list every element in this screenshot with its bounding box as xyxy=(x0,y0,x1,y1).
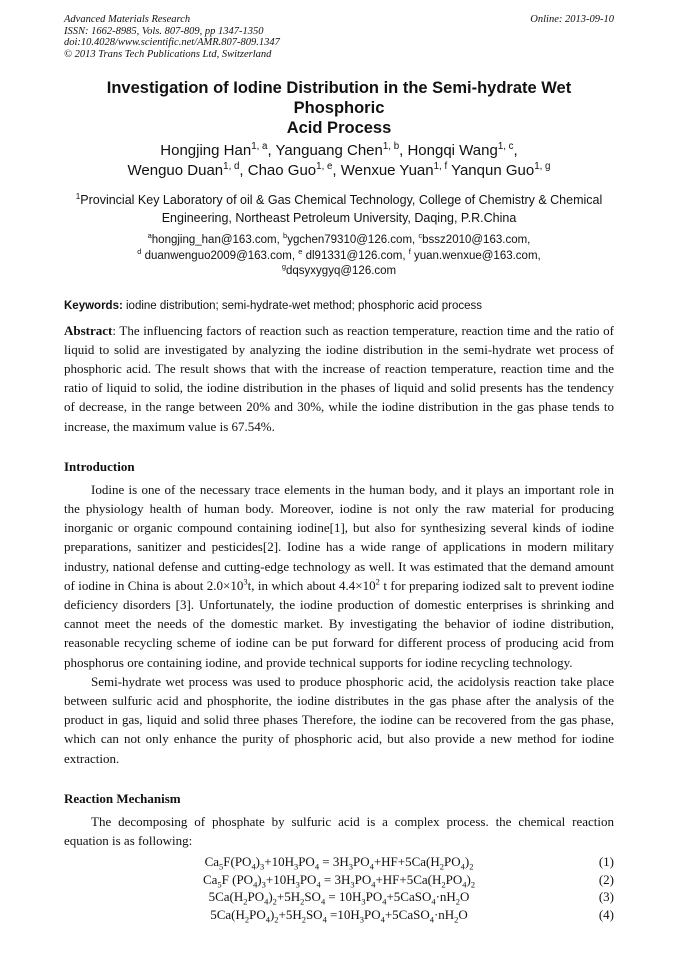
equation xyxy=(64,853,614,871)
journal-header xyxy=(64,14,614,60)
author-mark: 1, f xyxy=(433,161,448,172)
author-name: Yanguang Chen xyxy=(275,142,383,159)
affiliation-mark: 1 xyxy=(75,191,81,201)
keywords xyxy=(64,298,614,314)
email-address: bssz2010@163.com xyxy=(422,234,528,246)
paper-title xyxy=(64,78,614,138)
author-mark: 1, b xyxy=(382,141,400,152)
abstract-label: Abstract xyxy=(64,322,113,338)
author-line: Wenguo Duan$^{1, d}$, Chao Guo$^{1, e}$, Wenxue Yuan$^{1, f}$ Yanqun Guo$^{1, g}$ xyxy=(127,161,551,179)
affiliation xyxy=(64,191,614,227)
section-heading: Introduction xyxy=(64,458,135,474)
equation xyxy=(64,871,614,889)
journal-doi: doi:10.4028/www.scientific.net/AMR.807-809.1347 xyxy=(64,37,280,48)
journal-copyright: © 2013 Trans Tech Publications Ltd, Switzerland xyxy=(64,48,272,60)
author-line: Hongjing Han$^{1, a}$, Yanguang Chen$^{1, b}$, Hongqi Wang$^{1, c}$, xyxy=(160,141,518,159)
email-address: dqsyxygyq@126.com xyxy=(286,265,397,277)
affiliation-line: Engineering, Northeast Petroleum University, Daqing, P.R.China xyxy=(161,211,517,225)
author-name: Hongqi Wang xyxy=(407,142,498,159)
equation-number: (1) xyxy=(598,854,614,870)
author-name: Hongjing Han xyxy=(160,142,252,159)
author-name: Wenguo Duan xyxy=(127,162,224,179)
section-heading: Reaction Mechanism xyxy=(64,790,181,806)
email-address: dl91331@126.com xyxy=(302,249,403,262)
author-name: Chao Guo xyxy=(247,162,317,179)
equation xyxy=(64,888,614,906)
email-address: yuan.wenxue@163.com xyxy=(410,249,538,262)
paper-title-line: Acid Process xyxy=(286,119,392,137)
equation-number: (3) xyxy=(598,889,614,905)
paper-title-line: Investigation of Iodine Distribution in the Semi-hydrate Wet Phosphoric xyxy=(106,79,572,117)
email-mark: c xyxy=(418,231,423,241)
author-list xyxy=(64,141,614,181)
abstract-text: : The influencing factors of reaction such as reaction temperature, reaction time and the ratio of liquid to solid are investigated by analyzing the iodine distribution in the semi-hydrate wet process of phosphoric acid. The result shows that with the increase of reaction temperature, reaction time and the ratio of liquid to solid, the iodine distribution in the phases of liquid and solid presents has the tendency of decrease, in the range between 20% and 30%, while the iodine distribution in the gas phase tends to increase, the maximum value is 67.54%. xyxy=(64,322,614,434)
email-mark: e xyxy=(298,246,303,256)
keywords-text: iodine distribution; semi-hydrate-wet method; phosphoric acid process xyxy=(122,299,483,312)
equation-formula: $Ca_5F(PO_4)_3+10H_3PO_4 = 3H_3PO_4+HF+5Ca(H_2PO_4)_2$ xyxy=(204,854,474,872)
email-address: duanwenguo2009@163.com xyxy=(141,249,292,262)
author-name: Wenxue Yuan xyxy=(340,162,434,179)
email-list: $^a$hongjing_han@163.com, $^b$ygchen79310@126.com, $^c$bssz2010@163.com, $^d$ duanwenguo2009@163.com, $^e$ dl91331@126.com, $^f$ yuan.wenxue@163.com, $^g$dqsyxygyq@126.com xyxy=(137,231,541,277)
email-mark: b xyxy=(283,231,288,241)
paragraph: The decomposing of phosphate by sulfuric acid is a complex process. the chemical reaction equation is as following: xyxy=(64,813,614,848)
equation-formula: $5Ca(H_2PO_4)_2+5H_2SO_4$ = $10H_3PO_4+5CaSO_4\cdot nH_2O$ xyxy=(208,889,470,907)
author-mark: 1, g xyxy=(534,161,551,172)
equation-number: (2) xyxy=(598,871,614,887)
author-mark: 1, e xyxy=(316,161,333,172)
journal-issn: ISSN: 1662-8985, Vols. 807-809, pp 1347-1350 xyxy=(64,25,264,37)
online-date: Online: 2013-09-10 xyxy=(530,14,614,25)
paragraph: Iodine is one of the necessary trace elements in the human body, and it plays an important role in the physiology health of human body. Moreover, iodine is not only the raw material for producing inorganic or organic compound containing iodine[1], but also for synthesizing several kinds of iodine preparations, sanitizer and pesticides[2]. Iodine has a wide range of applications in modern military industry, national defense and cutting-edge technology as well. It was estimated that the demand amount of iodine in China is about $2.0\times 10^3t$, in which about $4.4\times 10^2$ t for preparing iodized salt to prevent iodine deficiency disorders [3]. Unfortunately, the iodine production of domestic enterprises is shrinking and cannot meet the needs of the domestic market. By investigating the behavior of iodine distribution, reasonable recycling scheme of iodine can be put forward for different process of producing acid from phosphorus ore containing iodine, and provide technical supports for iodine recycling technology. xyxy=(64,481,615,670)
author-mark: 1, a xyxy=(251,141,268,152)
abstract xyxy=(64,321,614,436)
paragraph: Semi-hydrate wet process was used to produce phosphoric acid, the acidolysis reaction take place between sulfuric acid and phosphorite, the iodine distributes in the gas phase after the analysis of the product in gas, liquid and solid three phases Therefore, the iodine can be recovered from the gas phase, which can not only enhance the purity of phosphoric acid, but also provide a new method for iodine extraction. xyxy=(64,673,614,766)
email-mark: f xyxy=(408,246,411,256)
equation-formula: $5Ca(H_2PO_4)_2+5H_2SO_4$ $=10H_3PO_4+5CaSO_4\cdot nH_2O$ xyxy=(210,906,468,925)
equation-list xyxy=(64,853,614,923)
author-name: Yanqun Guo xyxy=(451,162,535,179)
equation xyxy=(64,906,614,924)
keywords-label: Keywords: xyxy=(64,299,123,312)
email-mark: a xyxy=(147,231,152,241)
author-mark: 1, d xyxy=(223,161,240,172)
equation-number: (4) xyxy=(598,906,614,922)
email-address: hongjing_han@163.com xyxy=(151,234,277,246)
email-address: ygchen79310@126.com xyxy=(287,234,413,246)
email-mark: d xyxy=(137,246,142,256)
journal-name: Advanced Materials Research xyxy=(64,14,191,25)
email-mark: g xyxy=(281,262,287,272)
author-mark: 1, c xyxy=(497,141,514,152)
affiliation-line: Provincial Key Laboratory of oil & Gas Chemical Technology, College of Chemistry & Chemical xyxy=(80,193,603,207)
equation-formula: $Ca_5F$ $(PO_4)_3+10H_3PO_4 = 3H_3PO_4+HF+5Ca(H_2PO_4)_2$ xyxy=(202,871,476,890)
